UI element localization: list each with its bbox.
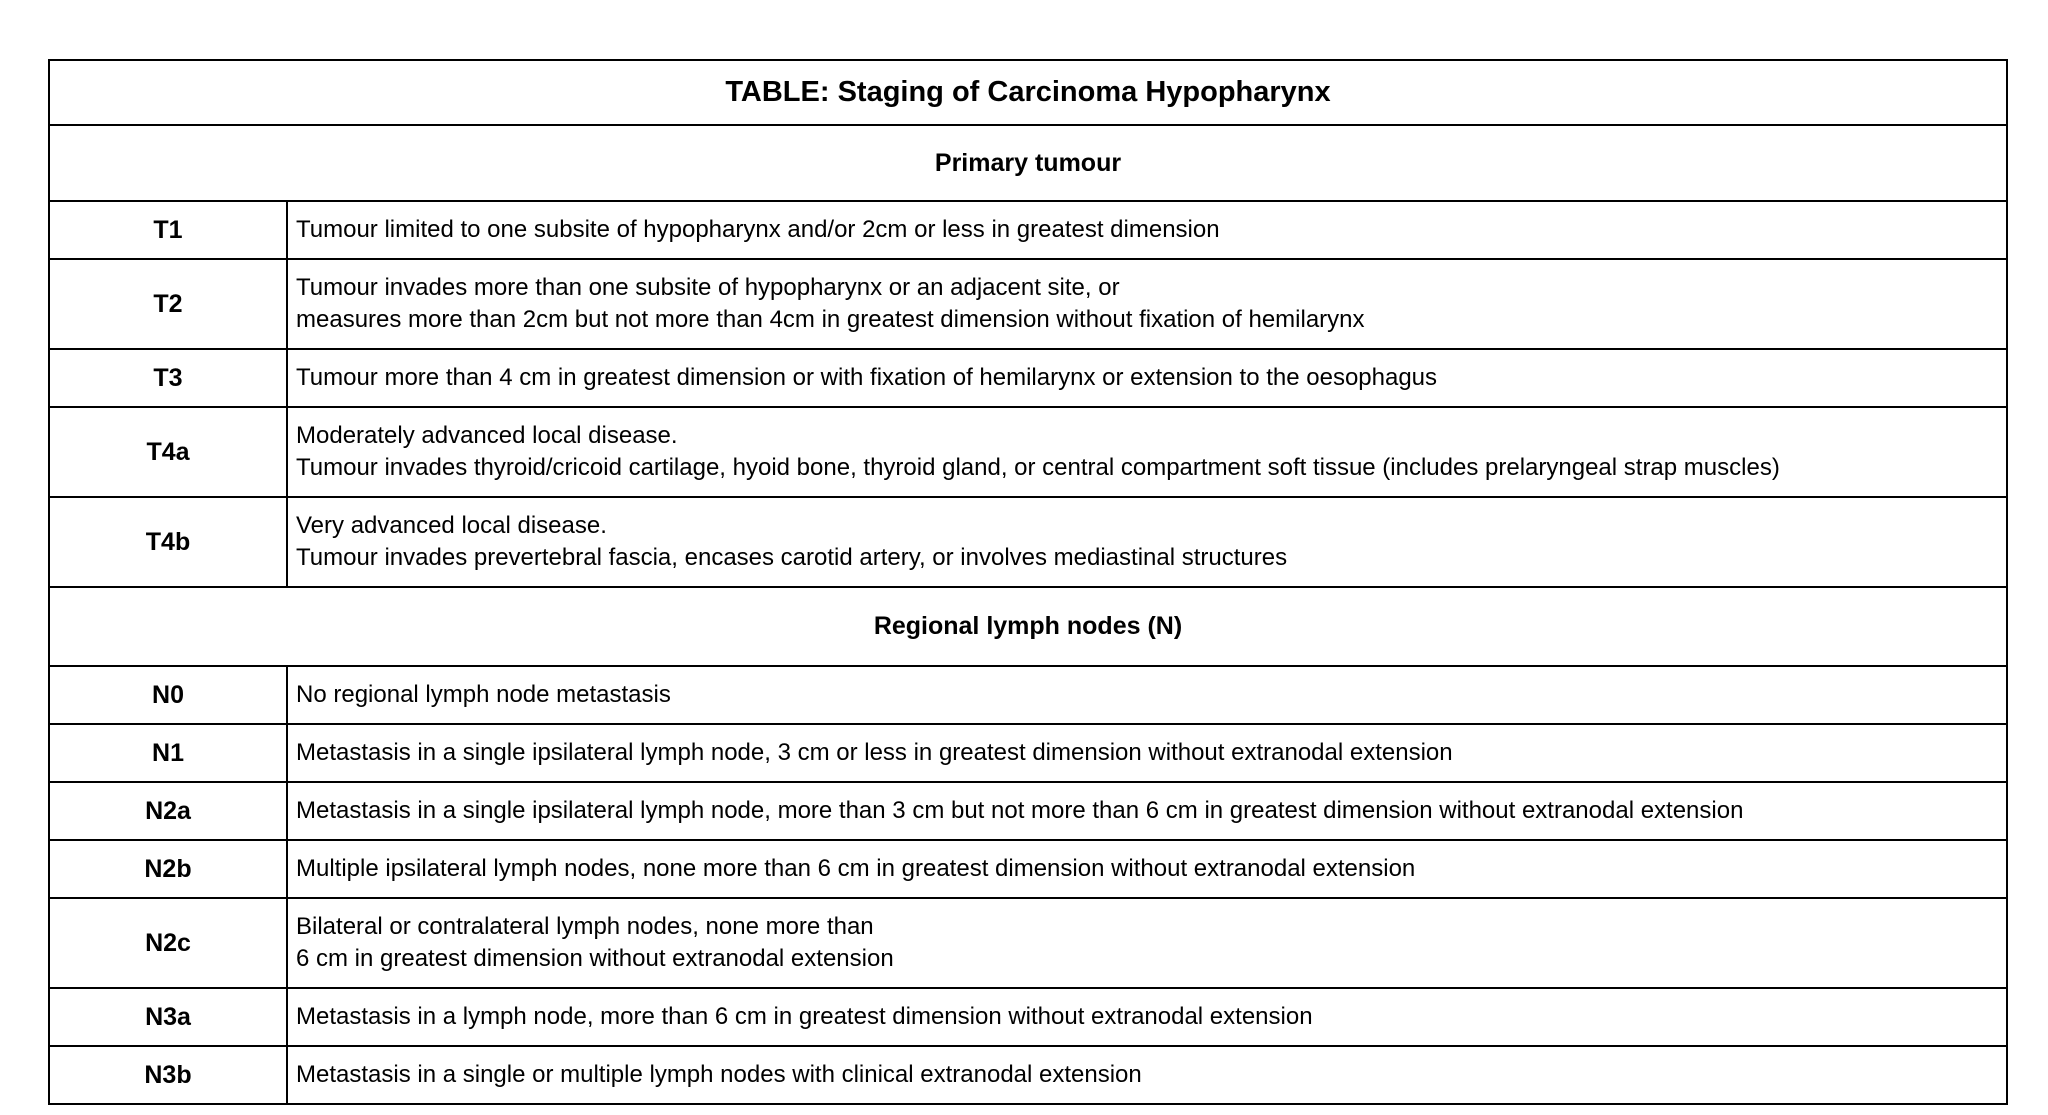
stage-label: T3 [49, 349, 287, 407]
description-line: Tumour invades prevertebral fascia, encases carotid artery, or involves mediastinal structures [296, 544, 1288, 571]
table-row [49, 349, 2007, 407]
stage-label: N2b [49, 840, 287, 898]
description-line: Metastasis in a single ipsilateral lymph node, 3 cm or less in greatest dimension without extranodal extension [296, 739, 1453, 766]
stage-description [287, 259, 2007, 349]
stage-description [287, 898, 2007, 988]
section-row-nodes [49, 587, 2007, 666]
description-line: Tumour limited to one subsite of hypopharynx and/or 2cm or less in greatest dimension [296, 216, 1220, 243]
description-line: Metastasis in a single ipsilateral lymph node, more than 3 cm but not more than 6 cm in greatest dimension without extranodal extension [296, 797, 1744, 824]
table-row [49, 724, 2007, 782]
staging-table [48, 59, 2008, 1105]
description-line: Tumour invades more than one subsite of hypopharynx or an adjacent site, or [296, 274, 1120, 301]
table-title: TABLE: Staging of Carcinoma Hypopharynx [49, 60, 2007, 125]
section-heading-primary-tumour: Primary tumour [49, 125, 2007, 201]
stage-label: T4b [49, 497, 287, 587]
stage-description [287, 201, 2007, 259]
stage-label: N3b [49, 1046, 287, 1104]
description-line: Tumour more than 4 cm in greatest dimension or with fixation of hemilarynx or extension to the oesophagus [296, 364, 1438, 391]
stage-description [287, 666, 2007, 724]
description-line: measures more than 2cm but not more than 4cm in greatest dimension without fixation of hemilarynx [296, 306, 1365, 333]
stage-description [287, 782, 2007, 840]
table-row [49, 407, 2007, 497]
description-line: No regional lymph node metastasis [296, 681, 671, 708]
stage-label: T4a [49, 407, 287, 497]
table-row [49, 782, 2007, 840]
stage-description [287, 349, 2007, 407]
stage-description [287, 988, 2007, 1046]
description-line: Moderately advanced local disease. [296, 422, 678, 449]
description-line: Multiple ipsilateral lymph nodes, none more than 6 cm in greatest dimension without extranodal extension [296, 855, 1416, 882]
description-line: Metastasis in a lymph node, more than 6 cm in greatest dimension without extranodal extension [296, 1003, 1313, 1030]
stage-label: N0 [49, 666, 287, 724]
stage-description [287, 840, 2007, 898]
stage-label: T2 [49, 259, 287, 349]
stage-label: N1 [49, 724, 287, 782]
table-row [49, 988, 2007, 1046]
stage-label: T1 [49, 201, 287, 259]
stage-description [287, 724, 2007, 782]
description-line: Bilateral or contralateral lymph nodes, none more than [296, 913, 874, 940]
description-line: 6 cm in greatest dimension without extranodal extension [296, 945, 894, 972]
stage-label: N2a [49, 782, 287, 840]
description-line: Very advanced local disease. [296, 512, 607, 539]
section-row-primary [49, 125, 2007, 201]
table-row [49, 497, 2007, 587]
table-row [49, 201, 2007, 259]
table-row [49, 840, 2007, 898]
stage-description [287, 407, 2007, 497]
section-heading-regional-lymph-nodes: Regional lymph nodes (N) [49, 587, 2007, 666]
stage-description [287, 497, 2007, 587]
stage-label: N3a [49, 988, 287, 1046]
stage-description [287, 1046, 2007, 1104]
table-row [49, 259, 2007, 349]
table-row [49, 1046, 2007, 1104]
table-row [49, 666, 2007, 724]
stage-label: N2c [49, 898, 287, 988]
description-line: Tumour invades thyroid/cricoid cartilage, hyoid bone, thyroid gland, or central compartment soft tissue (includes prelaryngeal strap muscles) [296, 454, 1780, 481]
title-row [49, 60, 2007, 125]
description-line: Metastasis in a single or multiple lymph nodes with clinical extranodal extension [296, 1061, 1142, 1088]
table-row [49, 898, 2007, 988]
